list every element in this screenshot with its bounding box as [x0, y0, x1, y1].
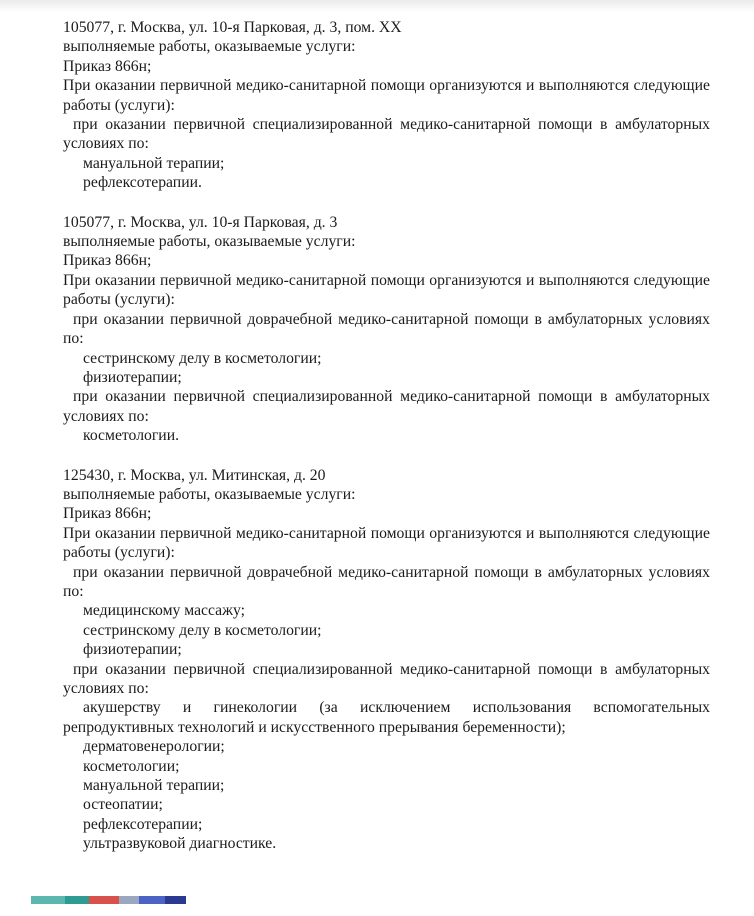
section-heading: при оказании первичной специализированной медико-санитарной помощи в амбулаторных условиях по: [63, 116, 710, 153]
service-item: мануальной терапии; [83, 777, 225, 795]
works-label: выполняемые работы, оказываемые услуги: [63, 233, 356, 251]
service-item: акушерству и гинекологии (за исключением использования вспомогательных репродуктивных технологий и искусственного прерывания беременности); [63, 699, 710, 736]
intro-paragraph: При оказании первичной медико-санитарной помощи организуются и выполняются следующие работы (услуги): [63, 77, 710, 114]
order-line: Приказ 866н; [63, 252, 152, 270]
service-item: остеопатии; [83, 796, 163, 814]
section-heading: при оказании первичной специализированной медико-санитарной помощи в амбулаторных условиях по: [63, 660, 710, 697]
intro-paragraph: При оказании первичной медико-санитарной помощи организуются и выполняются следующие работы (услуги): [63, 524, 710, 562]
footer-bar-segment [119, 896, 139, 904]
service-item: сестринскому делу в косметологии; [83, 621, 322, 639]
service-item: рефлексотерапии. [83, 174, 202, 192]
footer-color-bar [31, 896, 186, 904]
works-label: выполняемые работы, оказываемые услуги: [63, 485, 356, 503]
footer-bar-segment [165, 896, 186, 904]
order-line: Приказ 866н; [63, 57, 152, 75]
service-item: косметологии. [83, 427, 180, 445]
service-item: дерматовенерологии; [83, 738, 225, 756]
footer-bar-segment [31, 896, 65, 904]
footer-bar-segment [65, 896, 89, 904]
address-line: 105077, г. Москва, ул. 10-я Парковая, д. 3, пом. XX [63, 19, 402, 36]
service-item: мануальной терапии; [83, 154, 225, 172]
address-block [63, 18, 710, 193]
footer-bar-segment [139, 896, 165, 904]
service-item: медицинскому массажу; [83, 602, 245, 620]
service-item: ультразвуковой диагностике. [83, 835, 277, 853]
works-label: выполняемые работы, оказываемые услуги: [63, 38, 356, 56]
section-heading: при оказании первичной доврачебной медико-санитарной помощи в амбулаторных условиях по: [63, 310, 710, 348]
intro-paragraph: При оказании первичной медико-санитарной помощи организуются и выполняются следующие работы (услуги): [63, 271, 710, 309]
service-item: сестринскому делу в косметологии; [83, 349, 322, 367]
address-block [63, 466, 710, 854]
address-line: 125430, г. Москва, ул. Митинская, д. 20 [63, 466, 326, 484]
service-item: физиотерапии; [83, 368, 182, 386]
footer-bar-segment [89, 896, 119, 904]
address-block [63, 213, 710, 446]
service-item: рефлексотерапии; [83, 815, 203, 833]
service-item: косметологии; [83, 757, 180, 775]
service-item: физиотерапии; [83, 641, 182, 659]
section-heading: при оказании первичной доврачебной медико-санитарной помощи в амбулаторных условиях по: [63, 563, 710, 600]
address-line: 105077, г. Москва, ул. 10-я Парковая, д. 3 [63, 213, 338, 231]
section-heading: при оказании первичной специализированной медико-санитарной помощи в амбулаторных условиях по: [63, 388, 710, 425]
order-line: Приказ 866н; [63, 505, 152, 523]
